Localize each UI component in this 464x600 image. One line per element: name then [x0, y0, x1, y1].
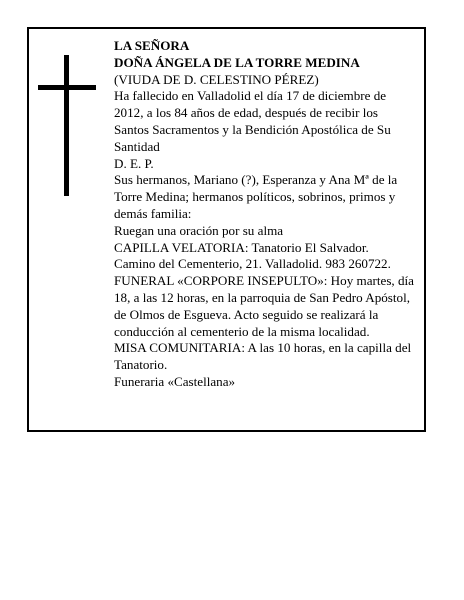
- passing-announcement: Ha fallecido en Valladolid el día 17 de diciembre de 2012, a los 84 años de edad, después de recibir los Santos Sacramentos y la Bendición Apostólica de Su Santidad: [114, 88, 391, 154]
- funeral-home: Funeraria «Castellana»: [114, 373, 236, 389]
- prayer-request: Ruegan una oración por su alma: [114, 222, 284, 238]
- cross-vertical-bar: [64, 55, 69, 196]
- deceased-name: DOÑA ÁNGELA DE LA TORRE MEDINA: [114, 54, 360, 70]
- chapel-info: CAPILLA VELATORIA: Tanatorio El Salvador.: [114, 239, 369, 255]
- mass-info: MISA COMUNITARIA: A las 10 horas, en la capilla del Tanatorio.: [114, 340, 412, 373]
- honorific-title: LA SEÑORA: [114, 38, 190, 53]
- cross-icon: [38, 55, 96, 196]
- family-members: Sus hermanos, Mariano (?), Esperanza y Ana Mª de la Torre Medina; hermanos políticos, sobrinos, primos y demás familia:: [114, 172, 398, 221]
- chapel-address: Camino del Cementerio, 21. Valladolid. 983 260722.: [114, 256, 391, 272]
- funeral-info: FUNERAL «CORPORE INSEPULTO»: Hoy martes, día 18, a las 12 horas, en la parroquia de San Pedro Apóstol, de Olmos de Esgueva. Acto seguido se realizará la conducción al cementerio de la misma localidad.: [114, 273, 414, 339]
- widow-of: (VIUDA DE D. CELESTINO PÉREZ): [114, 71, 319, 87]
- cross-horizontal-bar: [38, 85, 96, 90]
- obituary-text: [114, 38, 414, 391]
- dep-abbreviation: D. E. P.: [114, 155, 154, 171]
